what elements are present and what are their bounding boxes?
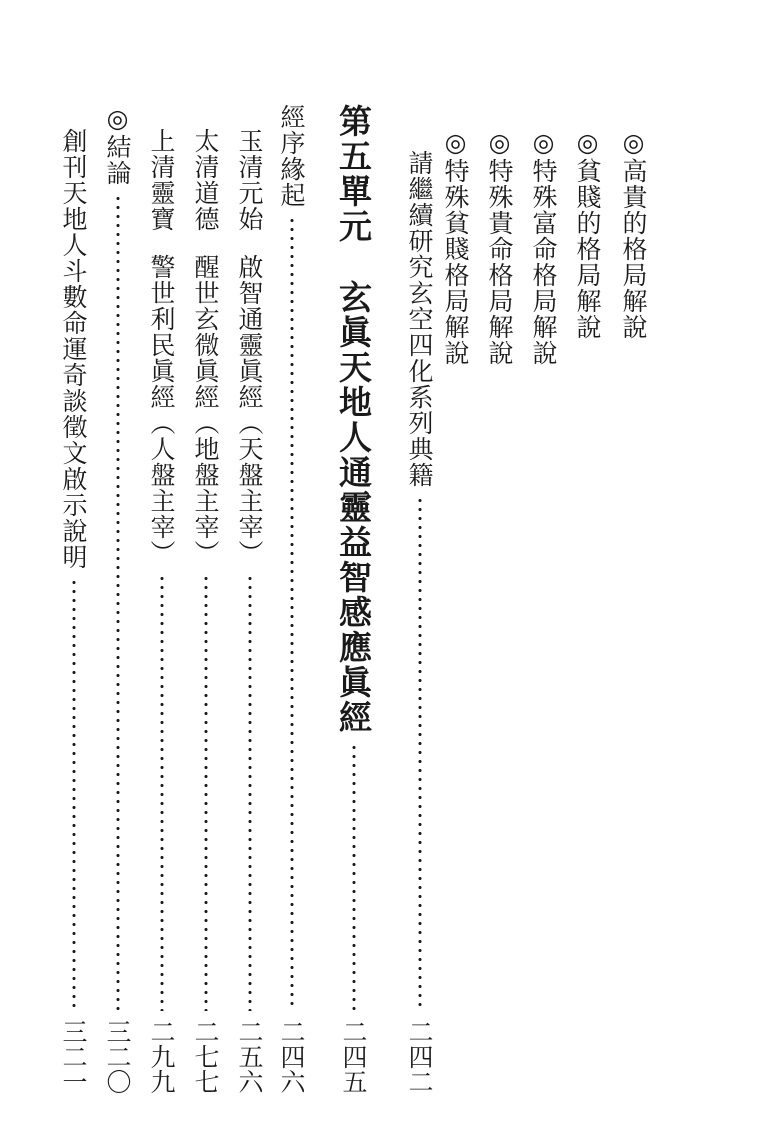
unit-label: 第五單元 bbox=[334, 104, 373, 244]
toc-entry-title-a: 太清道德 bbox=[191, 128, 220, 232]
toc-entry-page: 二七七 bbox=[191, 1019, 220, 1094]
toc-entry-page: 二四六 bbox=[277, 1019, 306, 1094]
toc-entry-title-a: 上清靈寶 bbox=[147, 128, 176, 232]
toc-entry-title: 創刊天地人斗數命運奇談徵文啟示說明 bbox=[59, 128, 88, 570]
dot-leader bbox=[351, 743, 357, 1011]
dot-leader bbox=[71, 578, 77, 1011]
toc-entry-page: 二五六 bbox=[235, 1019, 264, 1094]
toc-entry-title-b: 警世利民眞經（人盤主宰） bbox=[147, 254, 176, 566]
dot-leader bbox=[159, 574, 165, 1011]
dot-leader bbox=[247, 574, 253, 1011]
toc-subitem: ◎特殊富命格局解說 bbox=[529, 128, 558, 366]
toc-entry-page: 三二〇 bbox=[103, 1019, 132, 1094]
toc-entry-title: 請繼續研究玄空四化系列典籍 bbox=[405, 150, 434, 488]
unit-title: 玄眞天地人通靈益智感應眞經 bbox=[334, 280, 373, 735]
dot-leader bbox=[203, 574, 209, 1011]
toc-subitem: ◎特殊貴命格局解說 bbox=[485, 128, 514, 366]
toc-entry bbox=[149, 128, 174, 1094]
toc-entry-page: 三二一 bbox=[59, 1019, 88, 1094]
toc-entry-title: ◎結論 bbox=[103, 104, 132, 186]
toc-subitem: ◎貧賤的格局解說 bbox=[573, 128, 602, 340]
dot-leader bbox=[289, 216, 295, 1011]
toc-entry-title-b: 醒世玄微眞經（地盤主宰） bbox=[191, 254, 220, 566]
toc-entry bbox=[279, 104, 304, 1094]
toc-entry-title: 經序緣起 bbox=[277, 104, 306, 208]
toc-unit-heading bbox=[334, 104, 373, 1094]
toc-entry bbox=[61, 128, 86, 1094]
toc-entry-page: 二四五 bbox=[339, 1019, 368, 1094]
toc-entry-page: 二四二 bbox=[405, 1019, 434, 1094]
toc-entry-title-a: 玉清元始 bbox=[235, 128, 264, 232]
dot-leader bbox=[115, 194, 121, 1011]
toc-entry bbox=[407, 150, 432, 1094]
toc-entry bbox=[105, 104, 130, 1094]
toc-entry-page: 二九九 bbox=[147, 1019, 176, 1094]
toc-subitem: ◎高貴的格局解說 bbox=[619, 128, 648, 340]
toc-entry bbox=[237, 128, 262, 1094]
toc-entry-title-b: 啟智通靈眞經（天盤主宰） bbox=[235, 254, 264, 566]
toc-entry bbox=[193, 128, 218, 1094]
toc-subitem: ◎特殊貧賤格局解說 bbox=[441, 128, 470, 366]
dot-leader bbox=[417, 496, 423, 1011]
